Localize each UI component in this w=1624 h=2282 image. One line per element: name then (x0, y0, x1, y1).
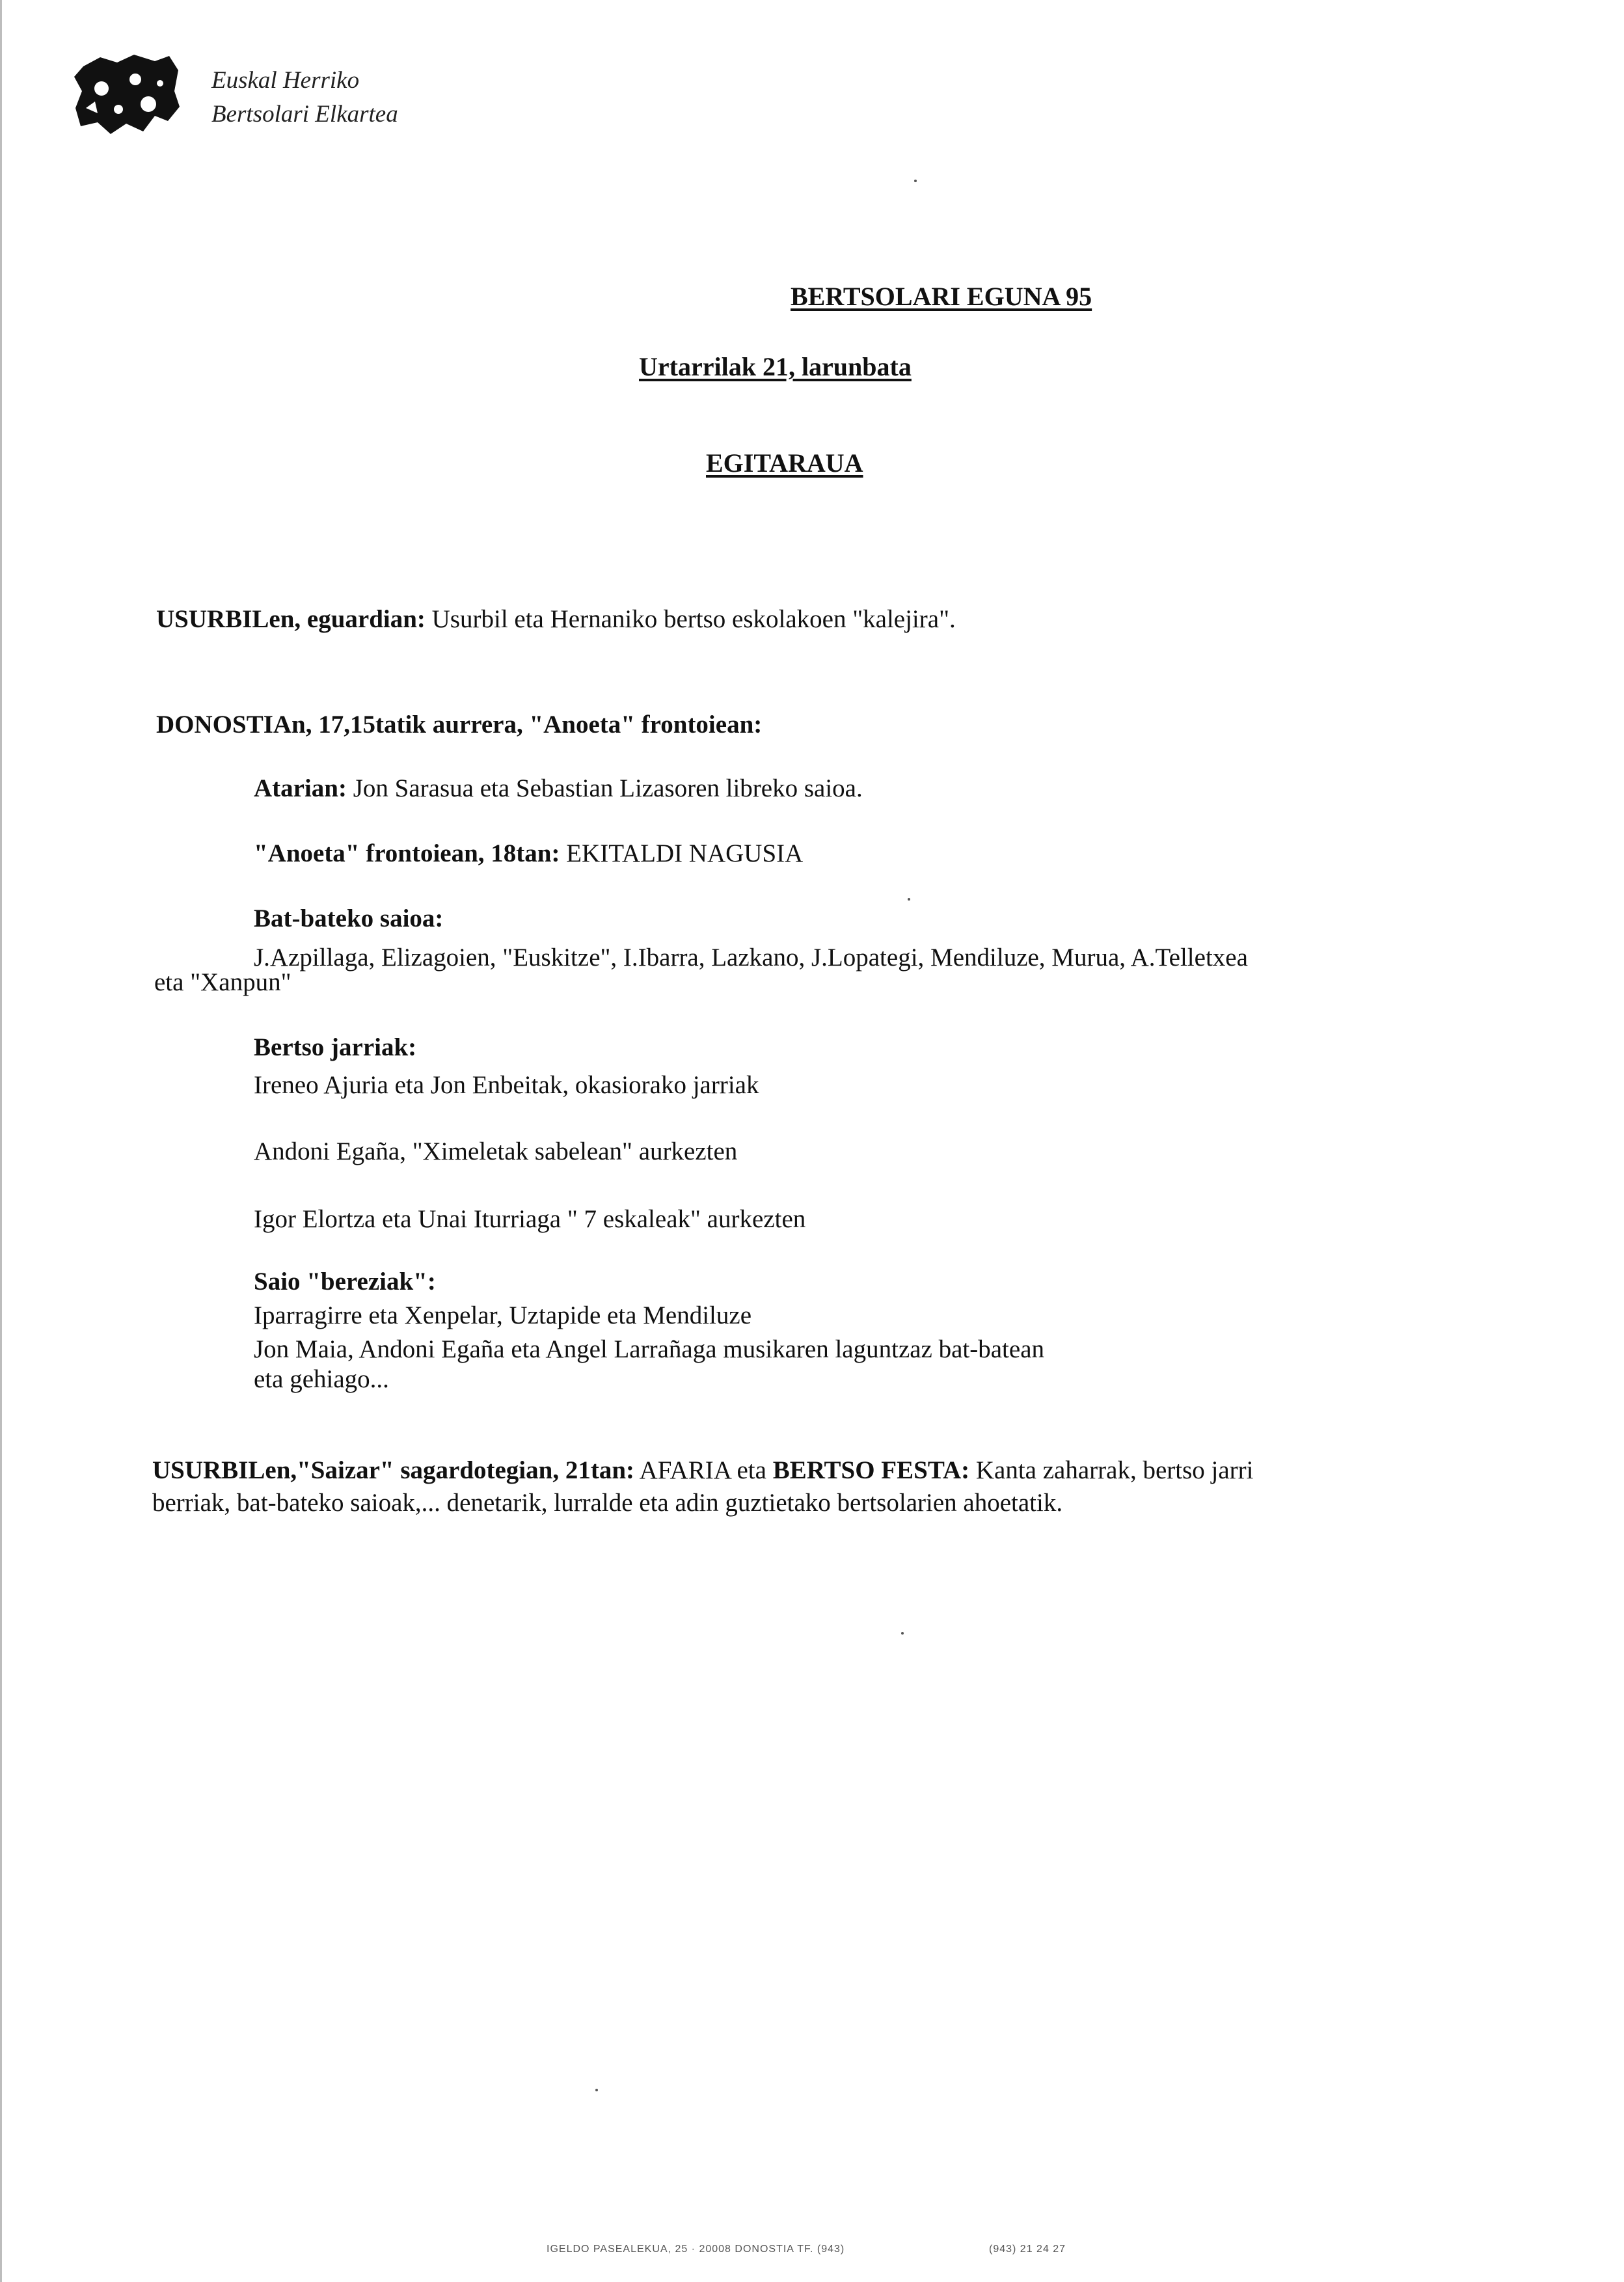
main-event-heading: "Anoeta" frontoiean, 18tan: (254, 839, 560, 867)
atarian-heading: Atarian: (254, 774, 347, 802)
scan-speck (908, 898, 910, 901)
scan-speck (914, 180, 917, 182)
usurbil-noon-heading: USURBILen, eguardian: (156, 605, 426, 633)
org-line-1: Euskal Herriko (211, 67, 360, 94)
usurbil-noon-text: Usurbil eta Hernaniko bertso eskolakoen "kalejira". (425, 605, 956, 633)
association-logo-icon (72, 53, 182, 137)
program-heading: EGITARAUA (706, 448, 863, 478)
organization-name (211, 64, 398, 131)
atarian-text: Jon Sarasua eta Sebastian Lizasoren libreko saioa. (346, 774, 863, 802)
bertso-jarriak-heading: Bertso jarriak: (254, 1033, 417, 1061)
bertso-jarriak-line-1: Ireneo Ajuria eta Jon Enbeitak, okasiorako jarriak (254, 1071, 759, 1099)
saio-bereziak-line-3: eta gehiago... (254, 1365, 389, 1393)
saio-bereziak-heading: Saio "bereziak": (254, 1268, 436, 1296)
bertso-festa-heading: BERTSO FESTA: (772, 1456, 970, 1484)
usurbil-evening-heading: USURBILen,"Saizar" sagardotegian, 21tan: (152, 1456, 634, 1484)
usurbil-noon-item (156, 605, 956, 634)
saio-bereziak-line-1: Iparragirre eta Xenpelar, Uztapide eta Mendiluze (254, 1301, 752, 1329)
usurbil-evening-text-2: Kanta zaharrak, bertso jarri (969, 1456, 1254, 1484)
main-event-item (254, 839, 803, 868)
footer-address: IGELDO PASEALEKUA, 25 · 20008 DONOSTIA TF. (943) (547, 2244, 845, 2255)
batbateko-line-2: eta "Xanpun" (154, 968, 291, 996)
bertso-jarriak-line-3: Igor Elortza eta Unai Iturriaga " 7 eskaleak" aurkezten (254, 1205, 806, 1233)
usurbil-evening-line-2: berriak, bat-bateko saioak,... denetarik, lurralde eta adin guztietako bertsolarien ahoetatik. (152, 1489, 1063, 1517)
usurbil-evening-text-1: AFARIA eta (634, 1456, 773, 1484)
saio-bereziak-line-2: Jon Maia, Andoni Egaña eta Angel Larrañaga musikaren laguntzaz bat-batean (254, 1335, 1045, 1363)
bertso-jarriak-line-2: Andoni Egaña, "Ximeletak sabelean" aurkezten (254, 1137, 738, 1165)
main-event-text: EKITALDI NAGUSIA (560, 839, 804, 867)
event-title: BERTSOLARI EGUNA 95 (791, 282, 1092, 311)
event-date: Urtarrilak 21, larunbata (639, 352, 912, 381)
atarian-item (254, 774, 863, 803)
usurbil-evening-item (152, 1456, 1253, 1485)
batbateko-line-1: J.Azpillaga, Elizagoien, "Euskitze", I.Ibarra, Lazkano, J.Lopategi, Mendiluze, Murua, A.Telletxea (254, 944, 1248, 971)
donostia-heading: DONOSTIAn, 17,15tatik aurrera, "Anoeta" frontoiean: (156, 711, 763, 739)
scan-edge (0, 0, 2, 2282)
footer-phone: (943) 21 24 27 (989, 2244, 1066, 2255)
scan-speck (901, 1632, 904, 1635)
batbateko-heading: Bat-bateko saioa: (254, 904, 444, 932)
scan-speck (595, 2089, 598, 2091)
org-line-2: Bertsolari Elkartea (211, 101, 398, 128)
